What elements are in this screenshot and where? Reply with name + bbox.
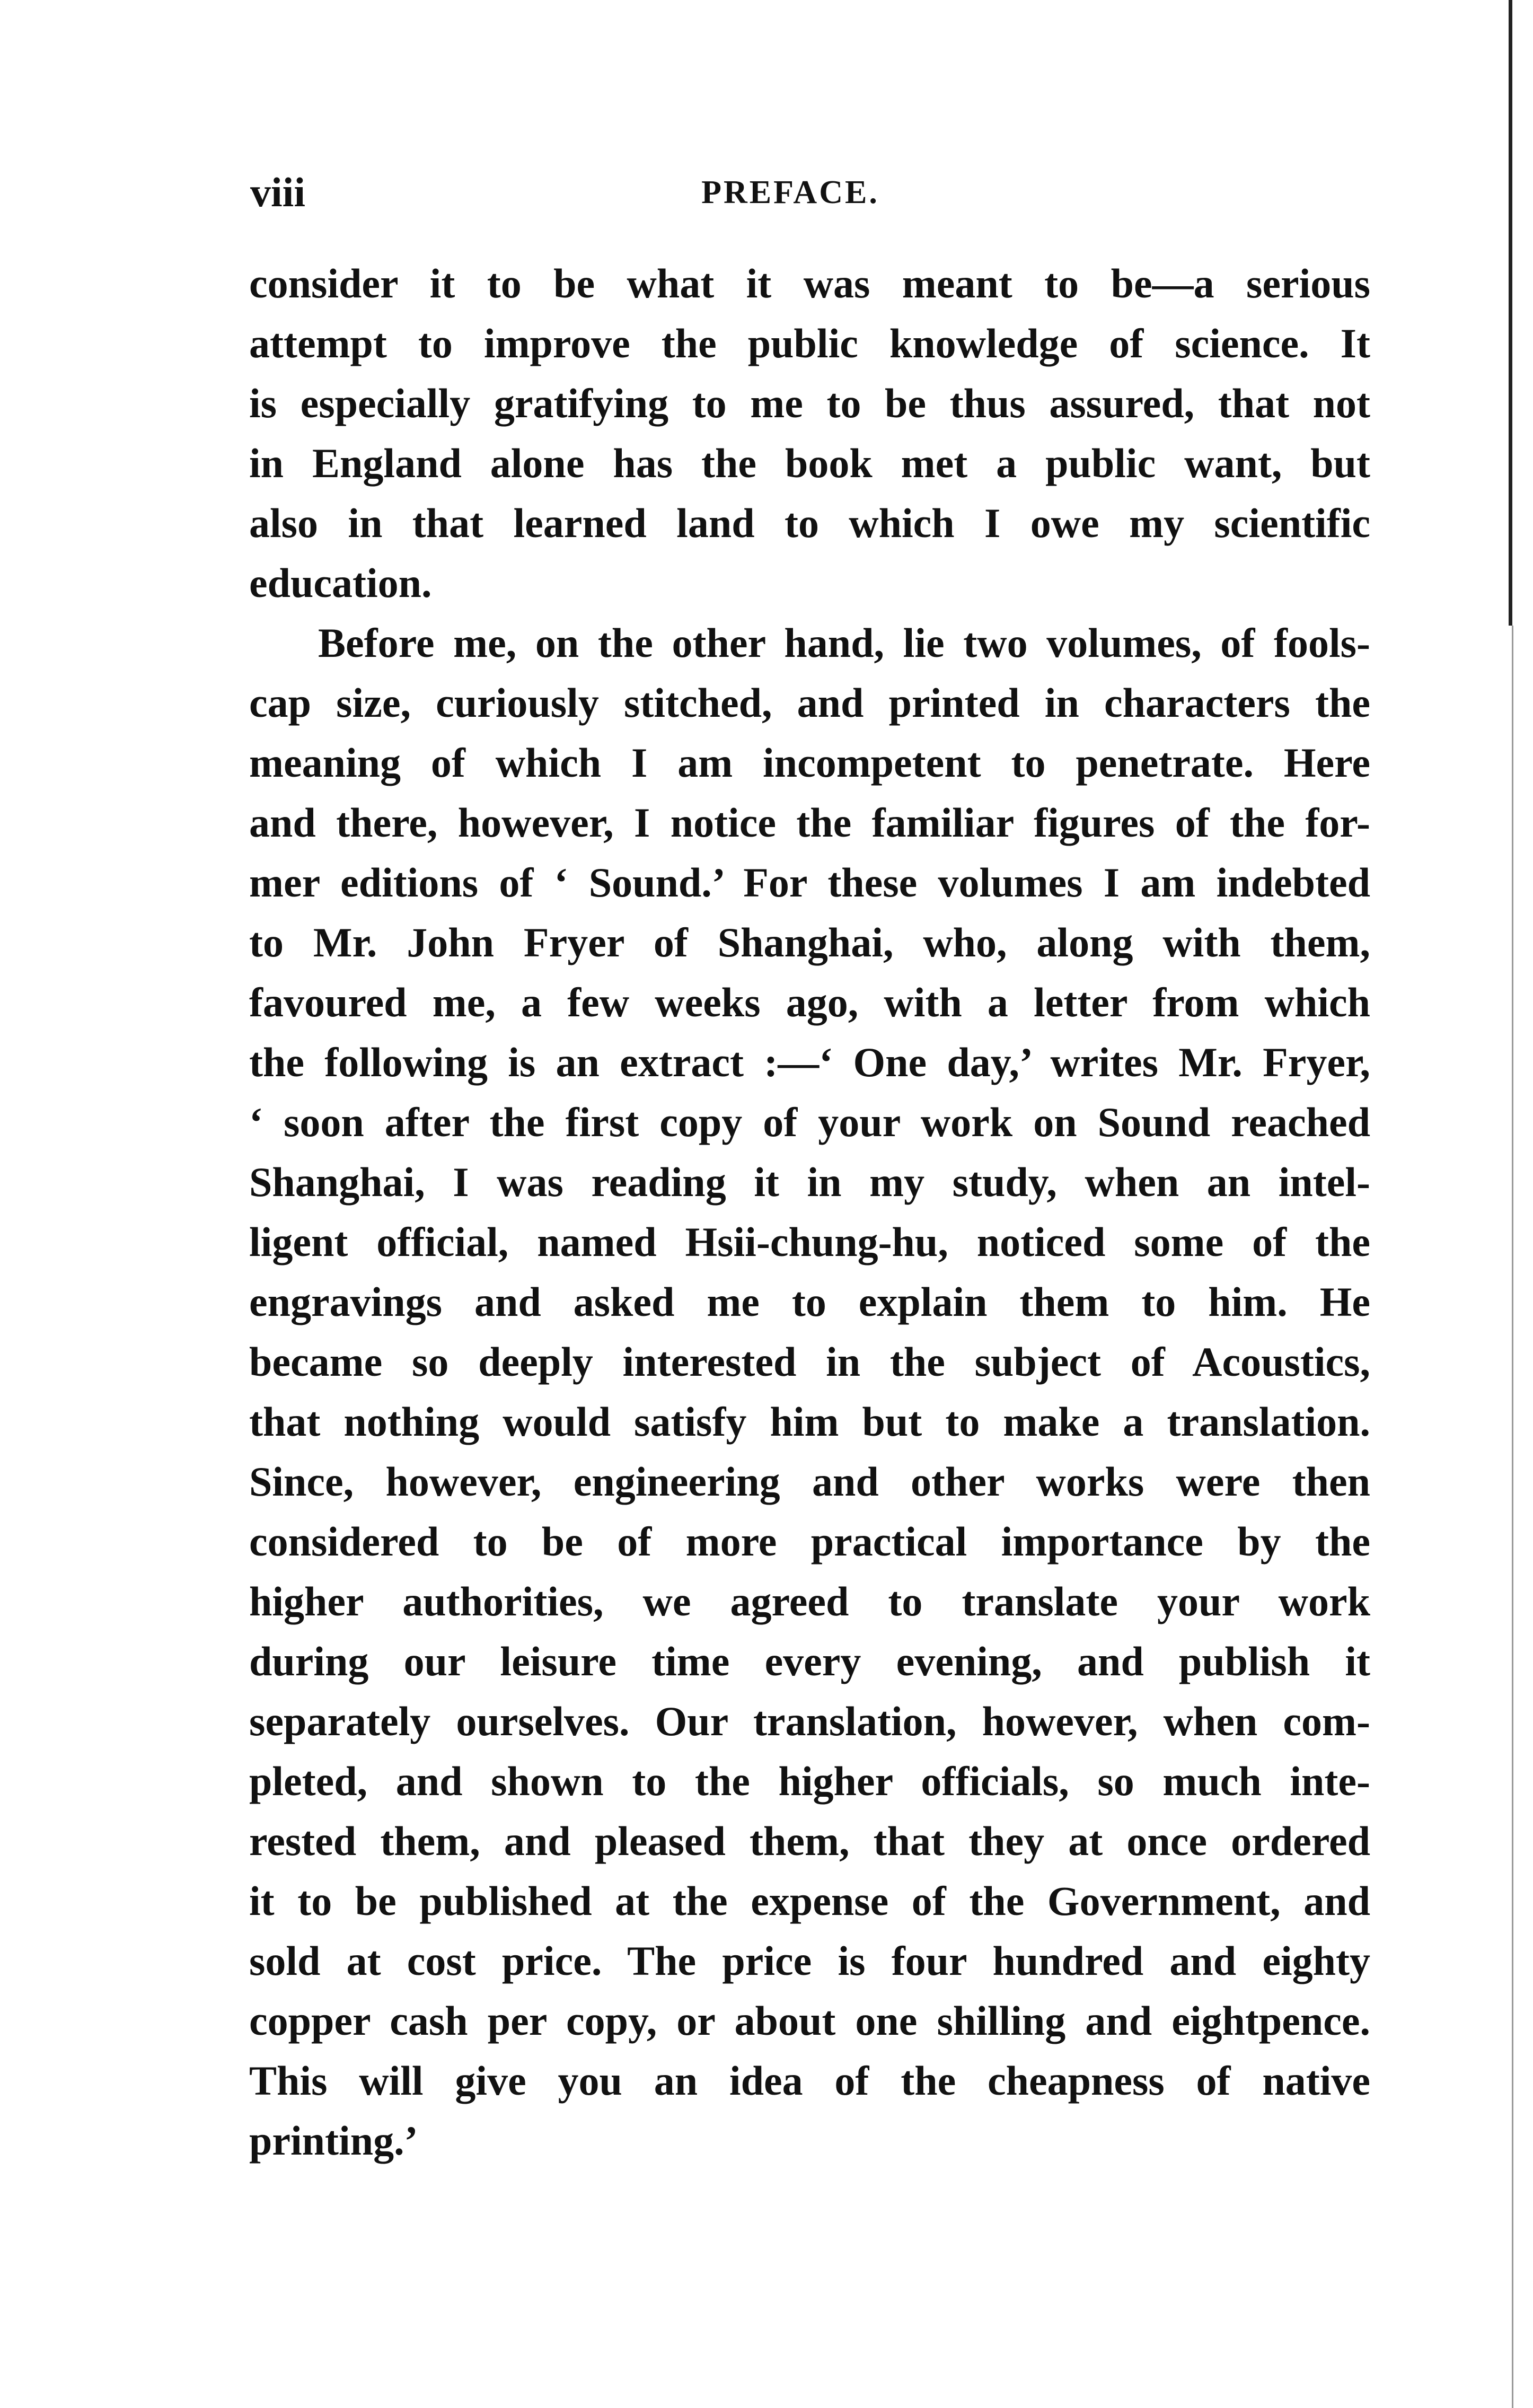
text-line: rested them, and pleased them, that they at once ordered	[249, 1818, 1370, 1864]
text-line: to Mr. John Fryer of Shanghai, who, along with them,	[249, 919, 1370, 965]
text-line: higher authorities, we agreed to translate your work	[249, 1578, 1370, 1624]
text-line: pleted, and shown to the higher officials, so much inte-	[249, 1758, 1370, 1804]
text-line: favoured me, a few weeks ago, with a letter from which	[249, 979, 1370, 1025]
text-line: cap size, curiously stitched, and printed in characters the	[249, 680, 1370, 726]
page-number: viii	[250, 169, 306, 215]
text-line: Since, however, engineering and other works were then	[249, 1458, 1370, 1505]
text-line: This will give you an idea of the cheapness of native	[249, 2058, 1370, 2104]
text-line: attempt to improve the public knowledge of science. It	[249, 320, 1370, 366]
text-line: that nothing would satisfy him but to make a translation.	[249, 1399, 1370, 1445]
text-line: it to be published at the expense of the Government, and	[249, 1878, 1370, 1924]
text-line: sold at cost price. The price is four hundred and eighty	[249, 1938, 1370, 1984]
text-line: engravings and asked me to explain them to him. He	[249, 1279, 1370, 1325]
text-line: education.	[249, 560, 432, 606]
text-line: in England alone has the book met a public want, but	[249, 440, 1370, 486]
text-line: and there, however, I notice the familiar figures of the for-	[249, 799, 1370, 846]
text-line: Shanghai, I was reading it in my study, when an intel-	[249, 1159, 1370, 1205]
text-line: is especially gratifying to me to be thus assured, that not	[249, 380, 1370, 426]
page-edge-faint	[1512, 626, 1513, 2408]
running-header: PREFACE.	[701, 174, 879, 210]
text-line: the following is an extract :—‘ One day,’ writes Mr. Fryer,	[249, 1039, 1370, 1085]
text-line: ligent official, named Hsii-chung-hu, noticed some of the	[249, 1219, 1370, 1265]
text-line: consider it to be what it was meant to be—a serious	[249, 260, 1370, 306]
text-line: ‘ soon after the first copy of your work on Sound reached	[249, 1099, 1370, 1145]
text-line: mer editions of ‘ Sound.’ For these volumes I am indebted	[249, 859, 1370, 906]
text-line: meaning of which I am incompetent to penetrate. Here	[249, 740, 1370, 786]
text-line: considered to be of more practical importance by the	[249, 1518, 1370, 1565]
text-line: Before me, on the other hand, lie two volumes, of fools-	[318, 620, 1370, 666]
text-line: during our leisure time every evening, and publish it	[249, 1638, 1370, 1684]
text-line: copper cash per copy, or about one shilling and eightpence.	[249, 1998, 1370, 2044]
text-line: separately ourselves. Our translation, however, when com-	[249, 1698, 1370, 1744]
text-line: became so deeply interested in the subject of Acoustics,	[249, 1339, 1370, 1385]
text-line: printing.’	[249, 2117, 418, 2164]
page-edge	[1509, 0, 1512, 626]
text-line: also in that learned land to which I owe my scientific	[249, 500, 1370, 546]
